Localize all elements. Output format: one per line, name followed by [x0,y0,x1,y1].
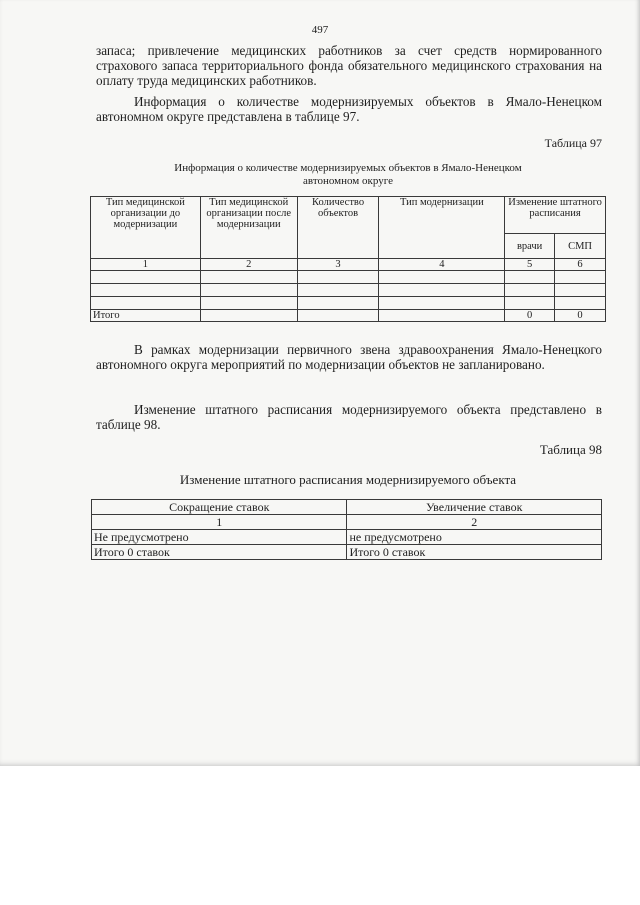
column-number-2: 2 [200,259,297,271]
table-97-empty-row [91,271,606,284]
empty-cell [91,271,201,284]
empty-cell [379,271,505,284]
header-increase: Увеличение ставок [347,500,602,515]
header-type-after: Тип медицинской организации после модернизации [200,197,297,259]
empty-cell [200,284,297,297]
total-doctors: 0 [505,310,555,322]
empty-cell [200,297,297,310]
table-98-number-row [92,515,602,530]
page-number: 497 [311,24,329,36]
empty-cell [505,297,555,310]
paragraph-4-text: Изменение штатного расписания модернизируемого объекта представлено в таблице 98. [96,402,602,433]
table-97-label: Таблица 97 [544,136,602,150]
paragraph-3-text: В рамках модернизации первичного звена здравоохранения Ямало-Ненецкого автономного округа мероприятий по модернизации объектов не запланировано. [96,342,602,373]
table-97-title-line-2: автономном округе [303,175,393,187]
increase-total: Итого 0 ставок [347,545,602,560]
column-number-6: 6 [555,259,606,271]
header-doctors: врачи [505,234,555,259]
empty-cell [297,271,379,284]
column-number-3: 3 [297,259,379,271]
empty-cell [555,284,606,297]
empty-cell [200,271,297,284]
table-97-title [92,162,604,188]
reduction-total: Итого 0 ставок [92,545,347,560]
column-number-1: 1 [92,515,347,530]
table-97 [90,196,606,322]
header-reduction: Сокращение ставок [92,500,347,515]
empty-cell [297,297,379,310]
column-number-1: 1 [91,259,201,271]
empty-cell [379,284,505,297]
empty-cell [297,284,379,297]
paragraph-1: запаса; привлечение медицинских работников за счет средств нормированного страхового запаса территориального фонда обязательного медицинского страхования на оплату труда медицинских работников. [96,43,602,89]
header-type-before: Тип медицинской организации до модернизации [91,197,201,259]
empty-cell [555,297,606,310]
table-97-empty-row [91,297,606,310]
increase-value: не предусмотрено [347,530,602,545]
empty-cell [297,310,379,322]
empty-cell [379,297,505,310]
table-98-total-row [92,545,602,560]
total-label: Итого [91,310,201,322]
header-modernization-type: Тип модернизации [379,197,505,259]
empty-cell [200,310,297,322]
column-number-4: 4 [379,259,505,271]
column-number-5: 5 [505,259,555,271]
table-97-total-row [91,310,606,322]
table-97-empty-row [91,284,606,297]
total-smp: 0 [555,310,606,322]
table-98-header-row [92,500,602,515]
table-98-label: Таблица 98 [539,442,602,457]
table-97-number-row [91,259,606,271]
reduction-value: Не предусмотрено [92,530,347,545]
header-object-count: Количество объектов [297,197,379,259]
table-97-title-line-1: Информация о количестве модернизируемых объектов в Ямало-Ненецком [174,162,522,174]
header-staff-change: Изменение штатного расписания [505,197,606,234]
paragraph-2-text: Информация о количестве модернизируемых объектов в Ямало-Ненецком автономном округе представлена в таблице 97. [96,94,602,125]
paragraph-2 [96,94,602,124]
column-number-2: 2 [347,515,602,530]
empty-cell [505,284,555,297]
empty-cell [505,271,555,284]
empty-cell [91,284,201,297]
table-98 [91,499,602,560]
table-98-title: Изменение штатного расписания модернизируемого объекта [179,472,517,487]
paragraph-4 [96,402,602,432]
paragraph-3 [96,342,602,372]
empty-cell [555,271,606,284]
table-97-header-row [91,197,606,234]
empty-cell [379,310,505,322]
header-smp: СМП [555,234,606,259]
empty-cell [91,297,201,310]
table-98-row [92,530,602,545]
